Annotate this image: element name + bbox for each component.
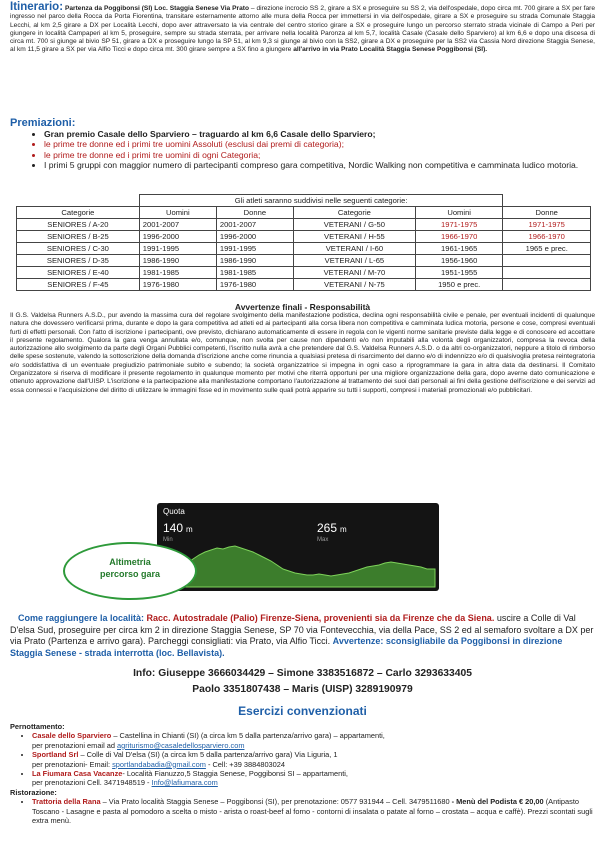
table-cell: VETERANI / H-55 <box>293 231 415 243</box>
list-item <box>32 769 595 788</box>
elevation-min-value: 140 m <box>163 521 193 535</box>
lodging-text: – Colle di Val D'elsa (SI) (a circa km 5 dalla partenza/arrivo gara) Via Liguria, 1 <box>78 750 338 760</box>
itinerary-start: Partenza da Poggibonsi (SI) Loc. Staggia Senese Via Prato <box>64 5 249 12</box>
lodging-text: per prenotazioni Cell. 3471948519 - <box>32 778 152 788</box>
elevation-chart <box>157 503 439 591</box>
directions-label: Come raggiungere la località: <box>18 613 145 623</box>
directions-block <box>10 613 595 659</box>
directions-text: uscire a Colle di Val D'elsa Sud, proseguire per circa km 2 in direzione Staggia Senese, SP 70 via Fontevecchia, via della Pace, SS 2 ed al semaforo svoltare a DX per via Prato (Partenza e arrivo gara). Parcheggi consigliati: via Prato, via Alfio Ticci. <box>10 613 594 647</box>
elevation-max-value: 265 m <box>317 521 347 535</box>
prize-item: • le prime tre donne ed i primi tre uomini Assoluti (esclusi dai premi di categoria); <box>44 139 595 149</box>
elevation-profile <box>161 546 435 587</box>
contacts-line2: Paolo 3351807438 – Maris (UISP) 3289190979 <box>192 684 413 695</box>
final-notes-text: Il G.S. Valdelsa Runners A.S.D., pur avendo la massima cura del regolare svolgimento della manifestazione podistica, declina ogni responsabilità civile e penale, per eventuali incidenti di qualunque natura che dovessero verificarsi prima, durante e dopo la gara competitiva ad atleti ed ai partecipanti alla corsa libera non competitiva e camminata ludica motoria, persone e cose, compresi eventuali furti di effetti personali. Con l'atto di iscrizione i partecipanti, ove previsto, dichiarano automaticamente di essere in regola con le vigenti norme sanitarie previste dalla legge e di conoscere ed accettare il presente regolamento. Qualora la gara venga annullata e/o, comunque, non svolta per cause non dipendenti e/o non imputabili alla volontà degli organizzatori, compresa la revoca della autorizzazione allo svolgimento da parte degli Organi Pubblici competenti, l'iscritto nulla avrà a che pretendere dal G.S. Valdelsa Runners A.S.D. o da altri co-organizzatori, neppure a titolo di rimborso delle spese sostenute, valendo la sottoscrizione della domanda d'iscrizione anche come rinuncia a qualsiasi pretesa di risarcimento del danno e/o di indennizzo e/o di qualsivoglia pretesa reintegratoria e/o soddisfattiva di un eventuale pregiudizio patrimoniale subito e subendo; la società organizzatrice si impegna in ogni caso a riprogrammare la gara in altra data da destinarsi. Il Comitato Organizzatore si riserva di modificare il presente regolamento in qualunque momento per motivi che riterrà opportuni per una migliore organizzazione della gara, dopo averne dato comunicazione e ottenuto approvazione dall'UISP. L'iscrizione e la partecipazione alla manifestazione comportano l'autorizzazione al trattamento dei suoi dati personali ai fini della gestione dell'iscrizione e dei servizi ad essa connessi e l'acquisizione del diritto di utilizzare le immagini fisse ed in movimento sulle quali potrà apparire su tutti i supporti, compresi i materiali promozionali e/o pubblicitari. <box>10 312 595 394</box>
contacts-line1: Info: Giuseppe 3666034429 – Simone 3383516872 – Carlo 3293633405 <box>133 668 472 679</box>
itinerary-block <box>10 3 595 55</box>
lodging-text: - Cell: +39 3884803024 <box>205 759 285 769</box>
table-cell: 1950 e prec. <box>415 279 503 291</box>
lodging-name: Sportland Srl <box>32 750 79 760</box>
dining-text: – Via Prato località Staggia Senese – Poggibonsi (SI), per prenotazione: 0577 931944 – Cell. 3479511680 <box>100 797 450 807</box>
elevation-label <box>63 542 197 600</box>
lodging-text: per prenotazioni- Email: <box>32 759 113 769</box>
lodging-text: - Località Fianuzzo,5 Staggia Senese, Poggibonsi SI – appartamenti, <box>122 769 348 779</box>
lodging-heading: Pernottamento: <box>10 722 65 731</box>
lodging-name: La Fiumara Casa Vacanze <box>32 769 123 779</box>
elevation-chart-title: Quota <box>163 507 185 516</box>
categories-caption: Gli atleti saranno suddivisi nelle seguenti categorie: <box>139 195 503 207</box>
list-item <box>32 797 595 825</box>
table-cell: 1991-1995 <box>139 243 216 255</box>
lodging-email-link[interactable]: agriturismo@casaledellosparviero.com <box>117 740 245 750</box>
column-header: Donne <box>216 207 293 219</box>
elevation-min-caption: Min <box>163 537 173 543</box>
table-row <box>17 195 591 207</box>
table-cell: 1986-1990 <box>139 255 216 267</box>
table-cell: 1991-1995 <box>216 243 293 255</box>
elevation-max-caption: Max <box>317 537 329 543</box>
table-cell <box>503 267 591 279</box>
prizes-list <box>10 129 595 171</box>
table-cell: 1965 e prec. <box>503 243 591 255</box>
partners-heading: Esercizi convenzionati <box>238 704 367 718</box>
table-cell: 1951-1955 <box>415 267 503 279</box>
table-cell: SENIORES / A-20 <box>17 219 140 231</box>
dining-name: Trattoria della Rana <box>32 797 101 807</box>
contacts-block <box>10 666 595 698</box>
table-cell: 1976-1980 <box>139 279 216 291</box>
column-header: Uomini <box>415 207 503 219</box>
table-header-row <box>17 207 591 219</box>
table-row <box>17 255 591 267</box>
lodging-list <box>10 731 595 787</box>
final-notes-heading: Avvertenze finali - Responsabilità <box>234 302 371 312</box>
lodging-email-link[interactable]: sportlandabadia@gmail.com <box>112 759 206 769</box>
table-cell: SENIORES / F-45 <box>17 279 140 291</box>
dining-heading: Ristorazione: <box>10 787 57 797</box>
lodging-text: – Castellina in Chianti (SI) (a circa km 5 dalla partenza/arrivo gara) – appartamenti, <box>111 731 385 741</box>
table-cell: 1986-1990 <box>216 255 293 267</box>
lodging-text: per prenotazioni email ad <box>32 740 118 750</box>
partners-block <box>10 722 595 825</box>
table-cell: SENIORES / C-30 <box>17 243 140 255</box>
table-cell: 1971-1975 <box>503 219 591 231</box>
directions-warning: Avvertenze: sconsigliabile da Poggibonsi in direzione Staggia Senese - strada interrotta (loc. Bellavista). <box>10 636 563 658</box>
table-cell: SENIORES / B-25 <box>17 231 140 243</box>
prize-item: • le prime tre donne ed i primi tre uomini di ogni Categoria; <box>44 150 595 160</box>
table-row <box>17 219 591 231</box>
itinerary-text: – direzione incrocio SS 2, girare a SX e proseguire su SS 2, via dell'ospedale, dopo circa mt. 700 girare a SX per fare ingresso nel parco della Rocca da Porta Fiorentina, transitare esternamente attorno alle mura della Rocca per immettersi in via dell'ospedale, girare a SX e proseguire su strada Comunale Staggia Lecchi, al km 2,5 girare a DX per Località Lecchi, dopo aver attraversato la via centrale del centro storico girare a SX e proseguire lungo un percorso sterrato strada vicinale di Campo a Peri per giungere in località Campaperi al km 5, proseguire, sempre su strada sterrata, per arrivare nella località Paronza al km 5,7, località Casale (Casale dello Sparviero) al km 6,6 e dopo una discesa di circa mt. 700 si giunge al bivio SP 51, girare a DX e proseguire lungo la SP 51, al km 9,3 si giunge al bivio con la SS2, girare a DX e proseguire per la SS2 via Cassia Nord direzione Staggia Senese, al km 11,5 girare a SX per via Alfio Ticci e dopo circa mt. 300 girare sempre a SX fino a giungere <box>10 5 595 54</box>
table-cell: 2001-2007 <box>216 219 293 231</box>
table-cell: VETERANI / M-70 <box>293 267 415 279</box>
table-cell: 1981-1985 <box>216 267 293 279</box>
list-item <box>32 731 595 750</box>
elevation-label-line2: percorso gara <box>99 569 161 579</box>
column-header: Categorie <box>293 207 415 219</box>
table-cell: 1956-1960 <box>415 255 503 267</box>
prize-item: • I primi 5 gruppi con maggior numero di partecipanti compreso gara competitiva, Nordic Walking non competitiva e camminata ludico motoria. <box>44 160 595 170</box>
table-cell: 1961-1965 <box>415 243 503 255</box>
table-cell: 1966-1970 <box>415 231 503 243</box>
table-cell: 1996-2000 <box>139 231 216 243</box>
dining-list <box>10 797 595 825</box>
prizes-heading: Premiazioni: <box>10 117 76 129</box>
column-header: Donne <box>503 207 591 219</box>
table-cell: VETERANI / L-65 <box>293 255 415 267</box>
table-row <box>17 243 591 255</box>
table-row <box>17 279 591 291</box>
directions-route: Racc. Autostradale (Palio) Firenze-Siena, provenienti sia da Firenze che da Siena. <box>146 613 495 623</box>
final-notes-block <box>10 302 595 395</box>
table-cell: VETERANI / G-50 <box>293 219 415 231</box>
dining-menu: - Menù del Podista € 20,00 <box>451 797 544 807</box>
table-cell: 2001-2007 <box>139 219 216 231</box>
itinerary-heading: Itinerario: <box>10 1 64 13</box>
table-row <box>17 231 591 243</box>
table-row <box>17 267 591 279</box>
prize-item: • Gran premio Casale dello Sparviero – traguardo al km 6,6 Casale dello Sparviero; <box>44 129 595 139</box>
categories-table <box>16 194 591 291</box>
table-cell: 1981-1985 <box>139 267 216 279</box>
list-item <box>32 750 595 769</box>
table-cell: VETERANI / I-60 <box>293 243 415 255</box>
elevation-label-line1: Altimetria <box>109 557 151 567</box>
table-cell: 1966-1970 <box>503 231 591 243</box>
table-cell: 1976-1980 <box>216 279 293 291</box>
table-cell: 1971-1975 <box>415 219 503 231</box>
elevation-chart-svg <box>157 503 439 591</box>
column-header: Uomini <box>139 207 216 219</box>
table-cell: VETERANI / N-75 <box>293 279 415 291</box>
table-cell <box>503 279 591 291</box>
table-cell <box>503 255 591 267</box>
prizes-block <box>10 117 595 171</box>
lodging-email-link[interactable]: Info@lafiumara.com <box>151 778 218 788</box>
lodging-name: Casale dello Sparviero <box>32 731 112 741</box>
column-header: Categorie <box>17 207 140 219</box>
itinerary-end: all'arrivo in via Prato Località Staggia Senese Poggibonsi (SI). <box>293 46 488 54</box>
dining-menu-text: (Antipasto Toscano - Lasagne e pasta al pomodoro a scelta o misto - arista o roast-beef al forno - contorni di insalata o patate al forno – crostata – acqua e caffè). Prezzi scontati sugli extra menù. <box>32 797 593 826</box>
table-cell: 1996-2000 <box>216 231 293 243</box>
table-cell: SENIORES / D-35 <box>17 255 140 267</box>
table-cell: SENIORES / E-40 <box>17 267 140 279</box>
